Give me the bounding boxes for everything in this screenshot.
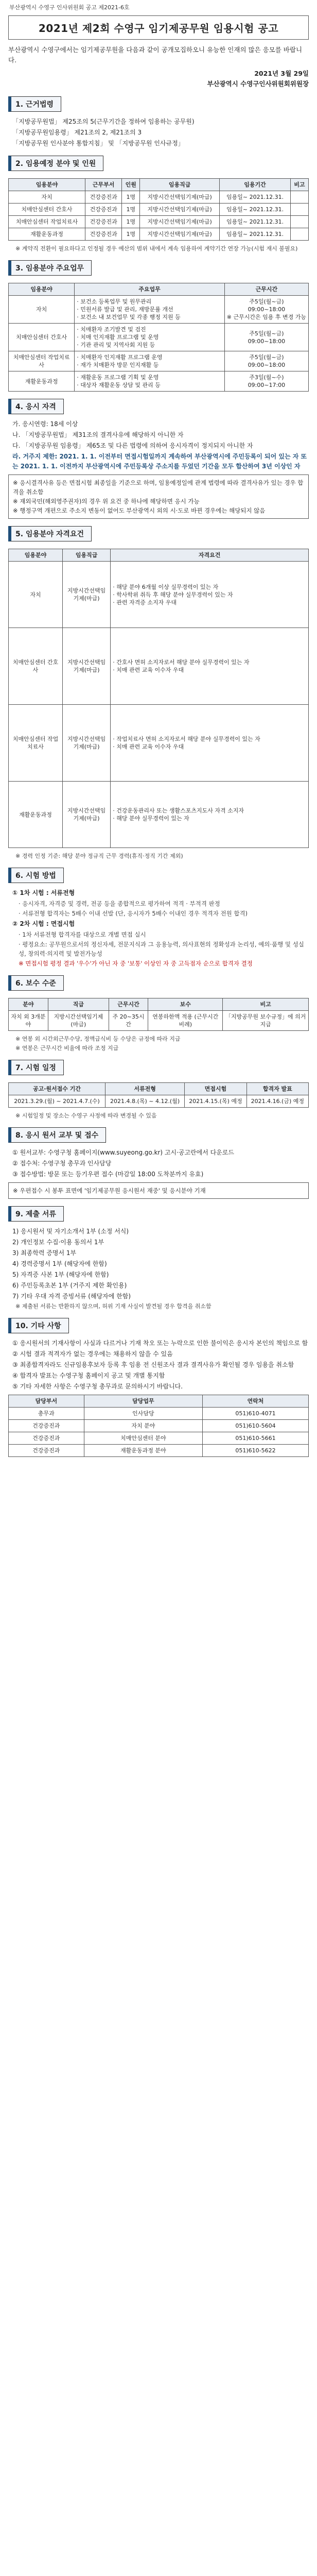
issuer: 부산광역시 수영구인사위원회위원장 [207,80,309,88]
table-row [9,1432,309,1445]
table-row [9,782,309,848]
section-heading: 4. 응시 자격 [8,399,64,414]
table-row [9,705,309,782]
table-row [9,1011,309,1031]
table-cell: 지방시간선택임기제(마급) [62,705,110,782]
table-cell: 건강증진과 [85,204,122,216]
table-row [9,1445,309,1457]
note-line: ※ 우편접수 시 봉투 표면에 '임기제공무원 응시원서 재중' 및 응시분야 기재 [13,1187,206,1194]
table-cell: 1명 [122,228,140,241]
column-header: 임용직급 [140,179,220,191]
table-cell: 지방시간선택임기제(마급) [140,191,220,204]
table-cell: 연봉하한액 적용 (근무시간 비례) [148,1011,223,1031]
documents-note: ※ 제출된 서류는 반환하지 않으며, 허위 기재 사실이 발견될 경우 합격을 취소함 [15,1303,212,1310]
list-item: 「지방공무원법」 제25조의 5(근무기간을 정하여 임용하는 공무원) [12,118,195,125]
list-item: 5) 자격증 사본 1부 (해당자에 한함) [12,1271,109,1278]
table-cell: 임용일~ 2021.12.31. [219,216,290,228]
table-cell: 지방시간선택임기제(마급) [140,216,220,228]
column-header: 주요업무 [75,283,225,296]
table-row [9,1420,309,1432]
list-item: 6) 주민등록초본 1부 (거주지 제한 확인용) [12,1282,127,1289]
table-cell [291,228,309,241]
contacts-table [8,1395,309,1457]
column-header: 임용분야 [9,179,85,191]
section-salary [8,975,309,1053]
salary-table [8,998,309,1031]
schedule-table [8,1082,309,1108]
table-cell: · 작업치료사 면허 소지자로서 해당 분야 실무경력이 있는 자 · 치매 관련 교육 이수자 우대 [111,705,309,782]
table-row [9,296,309,324]
column-header: 분야 [9,998,48,1011]
table-cell: 임용일~ 2021.12.31. [219,228,290,241]
list-item: 라. 거주지 제한: 2021. 1. 1. 이전부터 면접시험일까지 계속하여 부산광역시에 주민등록이 되어 있는 자 또는 2021. 1. 1. 이전까지 부산광역시에 주민등록상 주소지를 두었던 기간을 모두 합산하여 3년 이상인 자 [12,453,307,470]
table-cell: · 건강운동관리사 또는 생활스포츠지도사 자격 소지자 · 해당 분야 실무경력이 있는 자 [111,782,309,848]
table-cell [291,216,309,228]
table-row [9,228,309,241]
list-item: 다. 「지방공무원 임용령」 제65조 및 다른 법령에 의하여 응시자격이 정지되지 아니한 자 [12,442,253,449]
table-note: ※ 연봉은 근무시간 비율에 따라 조정 지급 [15,1045,119,1052]
list-item: 4) 경력증명서 1부 (해당자에 한함) [12,1260,107,1267]
column-header: 담당부서 [9,1395,84,1408]
section-eligibility [8,399,309,519]
table-cell: 재활운동과정 분야 [84,1445,202,1457]
column-header: 임용분야 [9,283,75,296]
table-note: ※ 경력 인정 기준: 해당 분야 정규직 근무 경력(휴직·정직 기간 제외) [15,853,183,859]
duties-table [8,283,309,392]
table-cell: 건강증진과 [9,1420,84,1432]
column-header: 비고 [223,998,309,1011]
table-cell: 지방시간선택임기제(마급) [140,228,220,241]
section-documents [8,1206,309,1311]
list-item: ① 1차 시험 : 서류전형 [12,889,75,896]
list-item: ※ 면접시험 평정 결과 '우수'가 아닌 자 중 '보통' 이상인 자 중 고득점자 순으로 합격자 결정 [19,960,253,967]
section-duties [8,260,309,392]
list-item: 「지방공무원임용령」 제21조의 2, 제21조의 3 [12,129,142,136]
column-header: 공고·원서접수 기간 [9,1083,105,1095]
column-header: 인원 [122,179,140,191]
column-header: 비고 [291,179,309,191]
table-row [9,628,309,705]
list-item: · 서류전형 합격자는 5배수 이내 선발 (단, 응시자가 5배수 이내인 경우 적격자 전원 합격) [19,910,248,917]
table-cell: 주 20~35시간 [109,1011,148,1031]
section-positions [8,156,309,253]
column-header: 자격요건 [111,549,309,562]
table-cell: 1명 [122,191,140,204]
section-legal-basis [8,96,309,148]
table-cell: 치매안심센터 작업치료사 [9,705,63,782]
table-cell: · 보건소 등록업무 및 원무관리 · 민원서류 발급 및 관리, 재방문률 개선 · 보건소 내 보건업무 및 각종 행정 지원 등 [75,296,225,324]
table-cell: 건강증진과 [85,191,122,204]
section-other [8,1318,309,1457]
section-heading: 3. 임용분야 주요업무 [8,260,92,276]
table-cell: 자치 [9,191,85,204]
table-cell: 1명 [122,204,140,216]
table-row [9,1095,309,1108]
intro-text: 부산광역시 수영구에서는 임기제공무원을 다음과 같이 공개모집하오니 유능한 인재의 많은 응모를 바랍니다. [8,46,303,64]
table-cell: · 해당 분야 6개월 이상 실무경력이 있는 자 · 학사학위 취득 후 해당 분야 실무경력이 있는 자 · 관련 자격증 소지자 우대 [111,562,309,628]
table-cell: 051)610-5622 [202,1445,308,1457]
table-cell: 치매안심센터 간호사 [9,628,63,705]
table-cell: 치매안심센터 간호사 [9,204,85,216]
table-row [9,1408,309,1420]
table-cell: 재활운동과정 [9,228,85,241]
table-cell: 임용일~ 2021.12.31. [219,204,290,216]
note-line: ※ 행정구역 개편으로 주소지 변동이 없어도 부산광역시 외의 시·도로 바뀐 경우에는 해당되지 않음 [13,507,266,514]
table-cell: 치매안심센터 간호사 [9,324,75,351]
list-item: · 1차 서류전형 합격자를 대상으로 개별 면접 실시 [19,931,146,938]
column-header: 임용분야 [9,549,63,562]
table-cell: 인사담당 [84,1408,202,1420]
table-cell: 자치 [9,296,75,324]
table-cell: 건강증진과 [85,228,122,241]
section-heading: 7. 시험 일정 [8,1060,64,1075]
table-row [9,562,309,628]
table-cell: 2021.4.15.(목) 예정 [185,1095,246,1108]
list-item: · 응시자격, 자격증 및 경력, 전공 등을 종합적으로 평가하여 적격 · 부적격 판정 [19,900,220,907]
section-heading: 8. 응시 원서 교부 및 접수 [8,1127,106,1143]
list-item: ② 접수처: 수영구청 총무과 인사담당 [12,1160,112,1167]
table-cell: · 치매환자 인지재활 프로그램 운영 · 재가 치매환자 방문 인지재활 등 [75,351,225,371]
table-cell: 지방시간선택임기제(마급) [62,562,110,628]
list-item: 2) 개인정보 수집·이용 동의서 1부 [12,1239,104,1246]
table-note: ※ 계약직 전환이 필요하다고 인정될 경우 예산의 범위 내에서 계속 임용하여 계약기간 연장 가능(시험 재시 불필요) [15,245,298,252]
column-header: 면접시험 [185,1083,246,1095]
date-line: 2021년 3월 29일 [254,70,309,77]
column-header: 직급 [48,998,109,1011]
table-cell: 2021.3.29.(월) ~ 2021.4.7.(수) [9,1095,105,1108]
table-cell: 총무과 [9,1408,84,1420]
table-cell: 「지방공무원 보수규정」에 의거 지급 [223,1011,309,1031]
column-header: 합격자 발표 [246,1083,308,1095]
section-heading: 1. 근거법령 [8,96,61,112]
application-note-box [8,1182,309,1199]
table-cell: 주5일(월~금) 09:00~18:00 [224,324,308,351]
column-header: 담당업무 [84,1395,202,1408]
list-item: · 평정요소: 공무원으로서의 정신자세, 전문지식과 그 응용능력, 의사표현의 정확성과 논리성, 예의·품행 및 성실성, 창의력·의지력 및 발전가능성 [19,941,304,957]
table-row [9,371,309,392]
section-qualifications [8,526,309,860]
table-cell: 주5일(월~금) 09:00~18:00 ※ 근무시간은 임용 후 변경 가능 [224,296,308,324]
eligibility-notes-box [8,474,309,519]
table-cell: 재활운동과정 [9,371,75,392]
table-cell: · 간호사 면허 소지자로서 해당 분야 실무경력이 있는 자 · 치매 관련 교육 이수자 우대 [111,628,309,705]
section-heading: 9. 제출 서류 [8,1206,64,1222]
table-cell: 치매안심센터 작업치료사 [9,351,75,371]
section-heading: 6. 시험 방법 [8,868,64,883]
table-cell: 자치 외 3개분야 [9,1011,48,1031]
table-cell: 재활운동과정 [9,782,63,848]
list-item: ⑤ 기타 자세한 사항은 수영구청 총무과로 문의하시기 바랍니다. [12,1383,183,1390]
list-item: ① 원서교부: 수영구청 홈페이지(www.suyeong.go.kr) 고시·공고란에서 다운로드 [12,1149,234,1156]
column-header: 근무시간 [109,998,148,1011]
list-item: 가. 응시연령: 18세 이상 [12,420,78,428]
table-cell: 지방시간선택임기제(마급) [48,1011,109,1031]
table-cell: · 재활운동 프로그램 기획 및 운영 · 대상자 재활운동 상담 및 관리 등 [75,371,225,392]
table-note: ※ 시험일정 및 장소는 수영구 사정에 따라 변경될 수 있음 [15,1112,157,1119]
positions-table [8,178,309,241]
list-item: 3) 최종학력 증명서 1부 [12,1249,77,1257]
table-cell: · 치매환자 조기발견 및 검진 · 치매 인지재활 프로그램 및 운영 · 기관 관리 및 지역사회 지원 등 [75,324,225,351]
table-cell: 051)610-5661 [202,1432,308,1445]
section-heading: 5. 임용분야 자격요건 [8,526,92,541]
note-line: ※ 응시결격사유 등은 면접시험 최종일을 기준으로 하며, 임용예정일에 관계 법령에 따라 결격사유가 있는 경우 합격을 취소함 [13,479,304,496]
table-row [9,351,309,371]
section-application [8,1127,309,1199]
table-note: ※ 연봉 외 시간외근무수당, 정액급식비 등 수당은 규정에 따라 지급 [15,1036,181,1042]
table-cell [291,191,309,204]
table-cell: 건강증진과 [9,1445,84,1457]
table-row [9,324,309,351]
table-cell: 2021.4.8.(목) ~ 4.12.(월) [105,1095,184,1108]
table-cell: 자치 [9,562,63,628]
list-item: ② 시험 결과 적격자가 없는 경우에는 채용하지 않을 수 있음 [12,1350,173,1358]
table-cell: 지방시간선택임기제(마급) [62,782,110,848]
list-item: 1) 응시원서 및 자기소개서 1부 (소정 서식) [12,1228,129,1235]
list-item: ③ 접수방법: 방문 또는 등기우편 접수 (마감일 18:00 도착분까지 유효) [12,1171,204,1178]
column-header: 임용직급 [62,549,110,562]
notice-number: 부산광역시 수영구 인사위원회 공고 제2021-6호 [9,4,130,11]
table-cell: 051)610-4071 [202,1408,308,1420]
table-cell: 주5일(월~금) 09:00~18:00 [224,351,308,371]
section-heading: 6. 보수 수준 [8,975,64,991]
table-cell: 건강증진과 [9,1432,84,1445]
section-heading: 2. 임용예정 분야 및 인원 [8,156,103,171]
list-item: ② 2차 시험 : 면접시험 [12,920,75,927]
table-cell: 자치 분야 [84,1420,202,1432]
qualifications-table [8,549,309,848]
table-cell: 지방시간선택임기제(마급) [62,628,110,705]
table-cell [291,204,309,216]
table-cell: 지방시간선택임기제(마급) [140,204,220,216]
column-header: 임용기간 [219,179,290,191]
table-cell: 1명 [122,216,140,228]
column-header: 연락처 [202,1395,308,1408]
table-row [9,216,309,228]
list-item: ④ 합격자 발표는 수영구청 홈페이지 공고 및 개별 통지함 [12,1372,165,1379]
table-cell: 2021.4.16.(금) 예정 [246,1095,308,1108]
list-item: ① 응시원서의 기재사항이 사실과 다르거나 기재 착오 또는 누락으로 인한 불이익은 응시자 본인의 책임으로 함 [12,1340,308,1347]
column-header: 근무부서 [85,179,122,191]
column-header: 서류전형 [105,1083,184,1095]
list-item: 7) 기타 우대 자격 증빙서류 (해당자에 한함) [12,1293,131,1300]
table-cell: 051)610-5604 [202,1420,308,1432]
section-schedule [8,1060,309,1120]
table-row [9,204,309,216]
column-header: 근무시간 [224,283,308,296]
section-exam-method [8,868,309,968]
table-cell: 주3일(월~수) 09:00~17:00 [224,371,308,392]
section-heading: 10. 기타 사항 [8,1318,69,1333]
column-header: 보수 [148,998,223,1011]
note-line: ※ 재외국민(해외영주권자)의 경우 위 요건 중 하나에 해당하면 응시 가능 [13,498,200,505]
notice-title: 2021년 제2회 수영구 임기제공무원 임용시험 공고 [8,15,309,40]
table-cell: 건강증진과 [85,216,122,228]
table-cell: 임용일~ 2021.12.31. [219,191,290,204]
list-item: ③ 최종합격자라도 신규임용후보자 등록 후 임용 전 신원조사 결과 결격사유가 확인될 경우 임용을 취소함 [12,1361,294,1368]
list-item: 「지방공무원 인사분야 통합지침」 및 「지방공무원 인사규정」 [12,140,184,147]
list-item: 나. 「지방공무원법」 제31조의 결격사유에 해당하지 아니한 자 [12,431,184,438]
table-cell: 치매안심센터 작업치료사 [9,216,85,228]
table-cell: 치매안심센터 분야 [84,1432,202,1445]
table-row [9,191,309,204]
